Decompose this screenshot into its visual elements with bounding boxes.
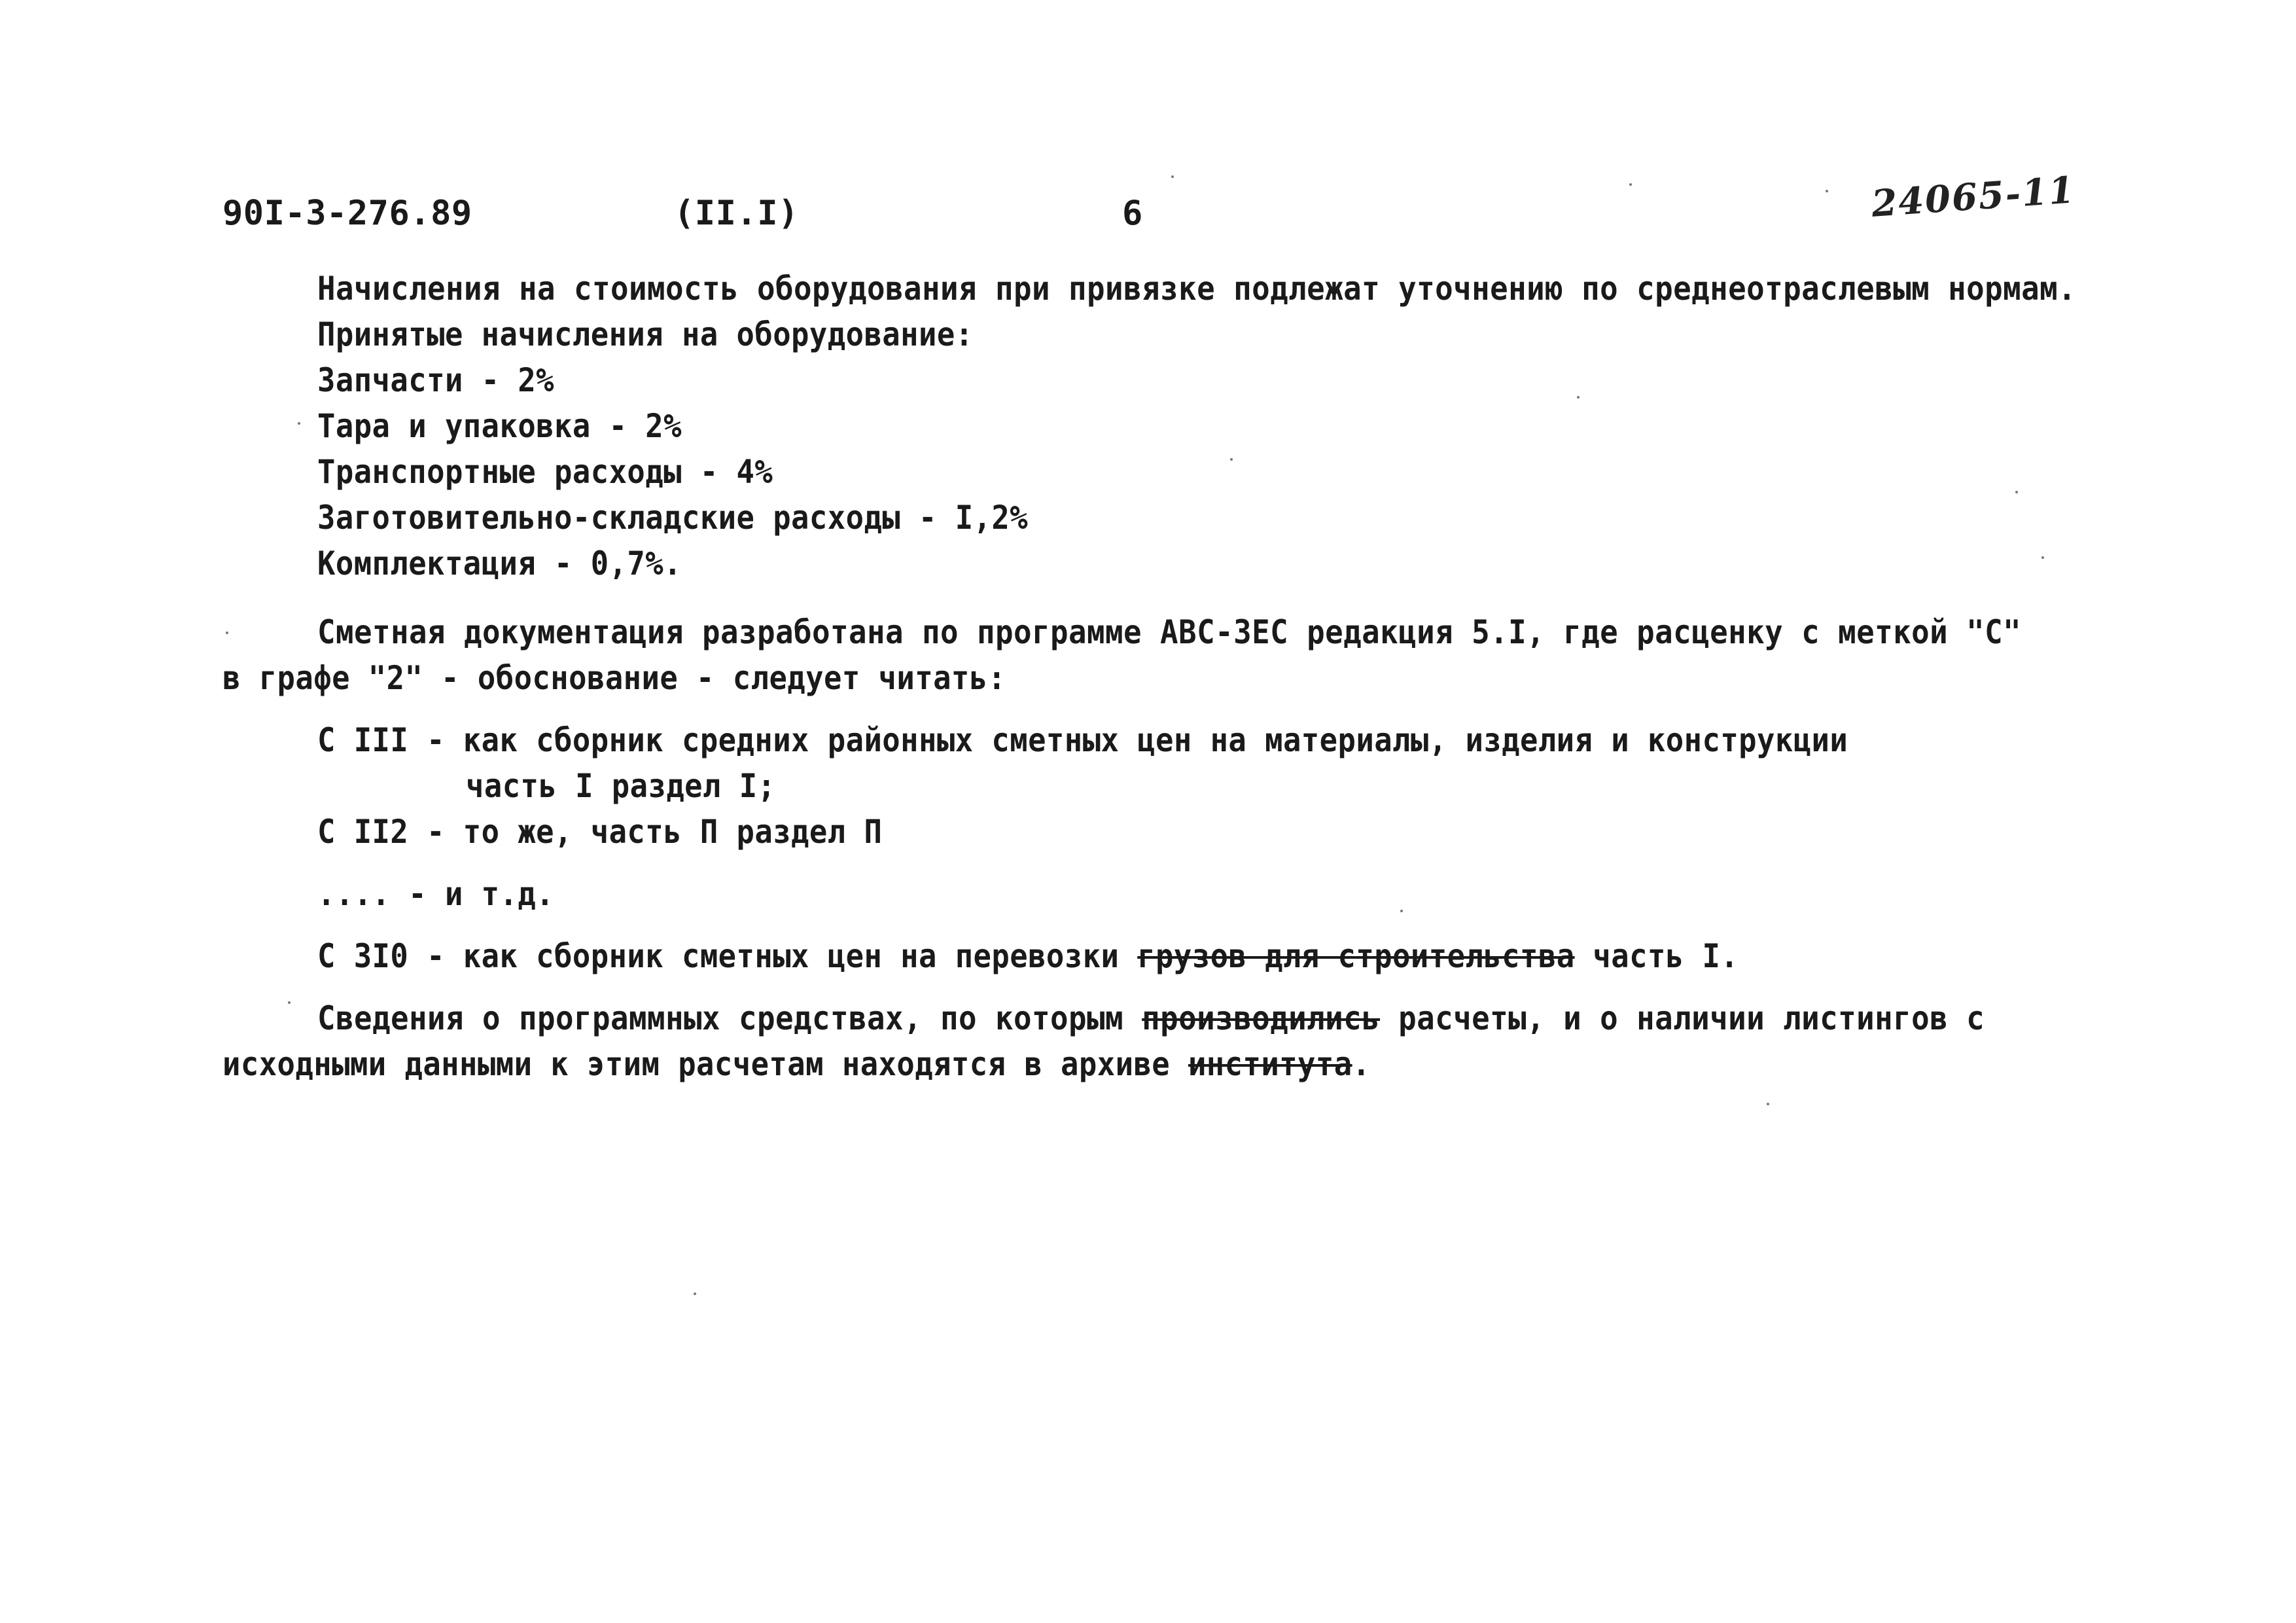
code-c310 <box>317 936 1739 976</box>
scan-speck <box>288 1001 291 1004</box>
document-code: 90I-3-276.89 <box>222 194 472 233</box>
page-number: 6 <box>1122 194 1143 233</box>
scan-speck <box>1629 183 1632 186</box>
estimate-paragraph-line1: Сметная документация разработана по программе АВС-3ЕС редакция 5.I, где расценку с меткой "С" <box>317 613 2022 651</box>
code-c112: С II2 - то же, часть П раздел П <box>317 813 883 851</box>
software-line2-text-a: исходными данными к этим расчетам находятся в архиве <box>222 1045 1188 1083</box>
scan-speck <box>2015 491 2018 493</box>
etc-line: .... - и т.д. <box>317 875 555 913</box>
scan-speck <box>298 422 300 425</box>
estimate-paragraph-line2: в графе "2" - обоснование - следует читать: <box>222 659 1006 697</box>
list-item-completion: Комплектация - 0,7%. <box>317 544 682 582</box>
scan-speck <box>2041 556 2044 559</box>
scan-speck <box>1577 396 1580 399</box>
equipment-list-title: Принятые начисления на оборудование: <box>317 315 974 353</box>
scan-speck <box>1171 175 1174 178</box>
software-line1-text-a: Сведения о программных средствах, по которым <box>317 999 1142 1037</box>
scan-speck <box>1826 190 1828 192</box>
list-item-procurement: Заготовительно-складские расходы - I,2% <box>317 499 1029 537</box>
scan-speck <box>1400 910 1403 912</box>
code-c111-line2: часть I раздел I; <box>466 767 776 805</box>
software-line1-struck-text: производились <box>1142 999 1381 1037</box>
code-c310-text-a: С 3I0 - как сборник сметных цен на перевозки <box>317 937 1138 975</box>
scan-speck <box>1767 1103 1769 1105</box>
scan-speck <box>694 1293 696 1295</box>
section-number: (II.I) <box>674 194 799 233</box>
software-line2-text-b: . <box>1352 1045 1371 1083</box>
code-c310-text-b: часть I. <box>1574 937 1739 975</box>
list-item-spare-parts: Запчасти - 2% <box>317 361 555 399</box>
list-item-packaging: Тара и упаковка - 2% <box>317 407 682 445</box>
list-item-transport: Транспортные расходы - 4% <box>317 453 773 491</box>
code-c111-line1: С III - как сборник средних районных сметных цен на материалы, изделия и конструкции <box>317 721 1848 759</box>
equipment-intro: Начисления на стоимость оборудования при привязке подлежат уточнению по среднеотраслевым нормам. <box>317 270 2077 308</box>
software-line1-text-b: расчеты, и о наличии листингов с <box>1380 999 1985 1037</box>
software-paragraph-line2 <box>222 1044 1370 1084</box>
archive-number-handwritten: 24065-11 <box>1870 168 2077 226</box>
software-line2-struck-text: института <box>1188 1045 1352 1083</box>
scan-speck <box>1230 458 1233 461</box>
code-c310-struck-text: грузов для строительства <box>1137 937 1575 975</box>
software-paragraph-line1 <box>317 998 1985 1039</box>
scan-speck <box>226 632 228 634</box>
